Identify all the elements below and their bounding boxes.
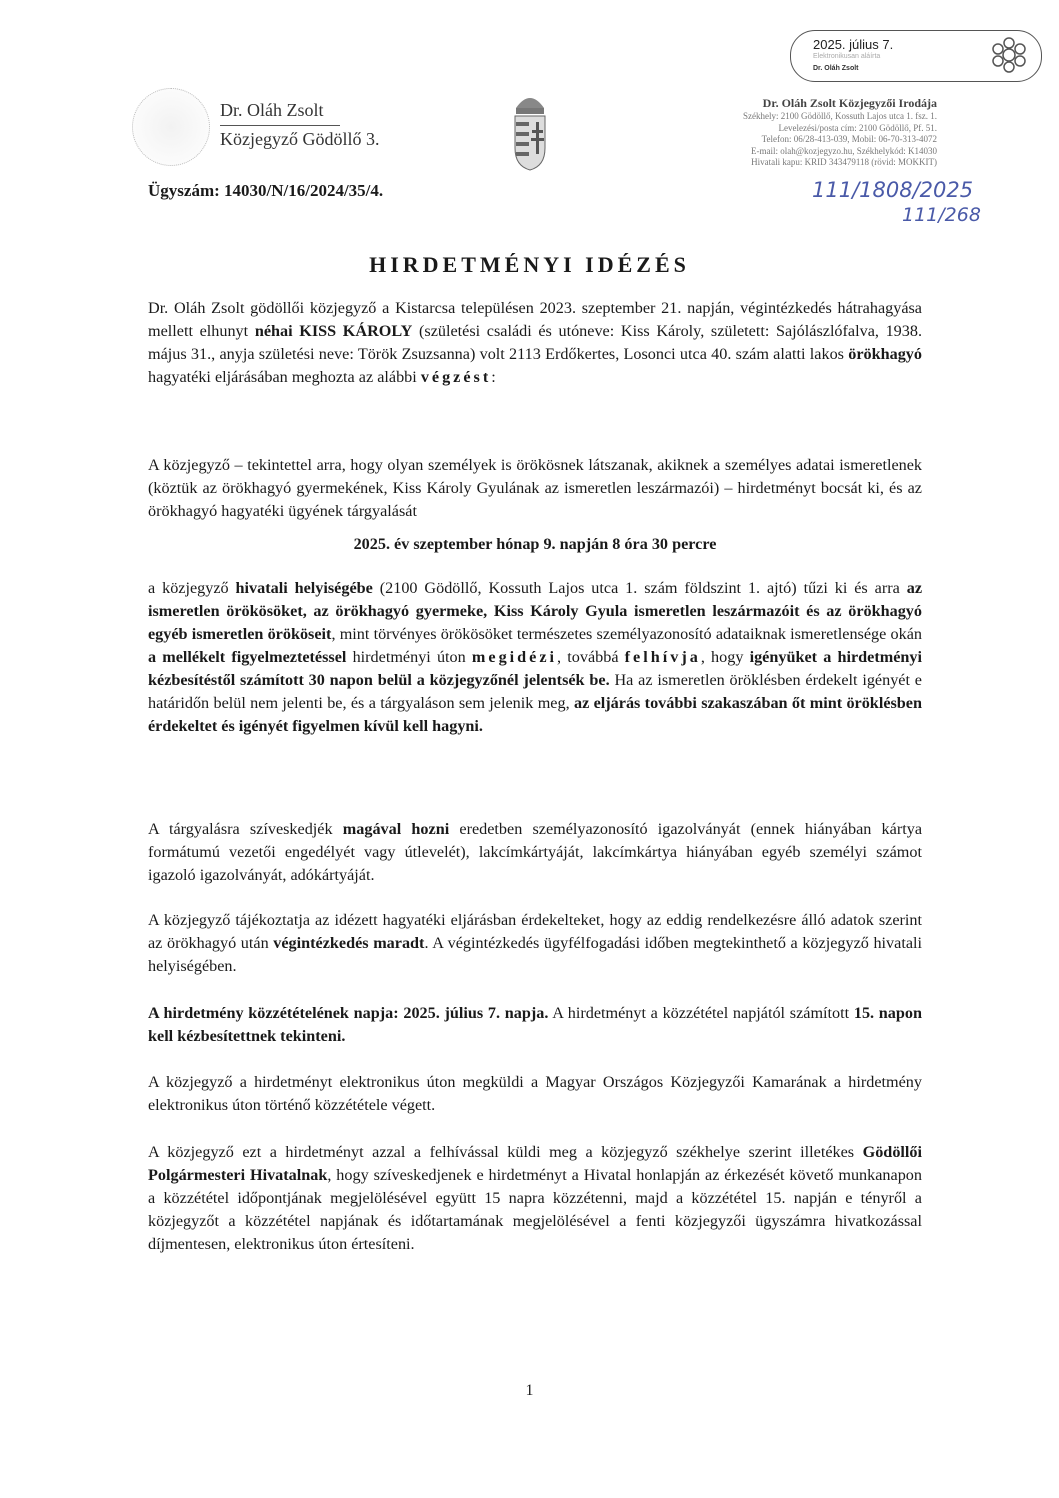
stamp-signed-label: Elektronikusan aláírta [813,53,881,60]
office-line: Telefon: 06/28-413-039, Mobil: 06-70-313-4072 [761,134,937,144]
text: eredetben személyazonosító igazolványát (ennek hiányában kártya formátumú vezetői engedélyét vagy útlevelét), lakcímkártyáját, lakcímkártya hiányában egyéb személyi számot igazoló igazolványát, adókártyáját. [148,820,922,884]
bold-text: az eljárás további szakaszában őt mint öröklésben érdekeltet és igényét figyelmen kívül kell hagyni. [148,694,922,735]
paragraph [148,577,922,738]
bold-text: a mellékelt figyelmeztetéssel [148,648,347,666]
text: , hogy [700,648,750,666]
text: A közjegyző – tekintettel arra, hogy olyan személyek is örökösnek látszanak, akiknek a személyes adatai ismeretlenek (köztük az örökhagyó gyermekének, Kiss Károly Gyulának az ismeretlen leszármazói) – hirdetményt bocsát ki, és az örökhagyó hagyatéki ügyének tárgyalását [148,456,922,520]
notary-seal-logo [132,88,210,166]
text: hagyatéki eljárásában meghozta az alábbi [148,368,421,386]
bold-text: az ismeretlen örökösöket, az örökhagyó gyermeke, Kiss Károly Gyula ismeretlen leszármazóit és az örökhagyó egyéb ismeretlen örököseit [148,579,922,643]
paragraph [148,1071,922,1117]
text: Dr. Oláh Zsolt gödöllői közjegyző a Kistarcsa településen 2023. szeptember 21. napján, végintézkedés hátrahagyása mellett elhunyt [148,299,922,340]
text: (születési családi és utóneve: Kiss Károly, született: Sajólászlófalva, 1938. május 31., anyja születési neve: Török Zsuzsanna) volt 2113 Erdőkertes, Losonci utca 40. szám alatti lakos [148,322,922,363]
bold-text: 2025. év szeptember hónap 9. napján 8 óra 30 percre [353,535,717,553]
office-line: Székhely: 2100 Gödöllő, Kossuth Lajos utca 1. fsz. 1. [743,111,937,121]
paragraph [148,297,922,389]
divider [220,125,340,126]
text: , mint törvényes örökösöket természetes személyazonosító adataiknak ismeretlensége okán [331,625,922,643]
stamp-signer: Dr. Oláh Zsolt [813,65,859,72]
office-title: Dr. Oláh Zsolt Közjegyzői Irodája [762,96,937,110]
notary-title: Közjegyző Gödöllő 3. [220,129,380,149]
bold-text: A hirdetmény közzétételének napja: 2025. július 7. napja. [148,1004,549,1022]
bold-text: Gödöllői Polgármesteri Hivatalnak [148,1143,922,1184]
hearing-date [148,533,922,556]
spaced-emphasis-text: felhívja [624,648,701,666]
text: a közjegyző [148,579,236,597]
bold-text: 15. napon kell kézbesítettnek tekinteni. [148,1004,922,1045]
text: A hirdetményt a közzététel napjától számított [548,1004,854,1022]
office-line: E-mail: olah@kozjegyzo.hu, Székhelykód: K14030 [751,145,937,156]
office-line: Hivatali kapu: KRID 343479118 (rövid: MOKKIT) [751,157,937,167]
document-title: HIRDETMÉNYI IDÉZÉS [369,252,690,277]
office-address-block [743,96,937,169]
stamp-date: 2025. július 7. [813,37,894,52]
handwritten-file-number: 111/268 [902,204,981,226]
coat-of-arms-icon [512,86,548,172]
paragraph [148,909,922,978]
text: A közjegyző a hirdetményt elektronikus úton megküldi a Magyar Országos Közjegyzői Kamarának a hirdetmény elektronikus úton történő közzététele végett. [148,1073,922,1114]
bold-text: igényüket a hirdetményi kézbesítéstől számított 30 napon belül a közjegyzőnél jelentsék be. [148,648,923,689]
text: . A végintézkedés ügyfélfogadási időben megtekinthető a közjegyző hivatali helyiségében. [148,934,922,975]
text: : [491,368,496,386]
text: A közjegyző tájékoztatja az idézett hagyatéki eljárásban érdekelteket, hogy az eddig rendelkezésre álló adatok szerint az örökhagyó után [148,911,922,952]
spaced-emphasis-text: végzést [420,368,492,386]
text: (2100 Gödöllő, Kossuth Lajos utca 1. szám földszint 1. ajtó) tűzi ki és arra [372,579,907,597]
text: , továbbá [557,648,625,666]
text: A közjegyző ezt a hirdetményt azzal a felhívással küldi meg a közjegyző székhelye szerint illetékes [148,1143,863,1161]
bold-text: hivatali helyiségébe [235,579,373,597]
notary-name: Dr. Oláh Zsolt [220,100,324,120]
bold-text: néhai KISS KÁROLY [254,322,413,340]
bold-text: magával hozni [342,820,450,838]
notary-chamber-logo-icon [989,35,1029,75]
paragraph [148,454,922,523]
text: , hogy szíveskedjenek e hirdetményt a Hivatal honlapján az érkezését követő munkanapon a közzététel időpontjának megjelölésével együtt 15 napra közzétenni, majd a közzététel 15. napján e tényről a közjegyzőt a közzététel napjának és időtartamának megjelölésével a fenti közjegyzői ügyszámra hivatkozással díjmentesen, elektronikus úton értesíteni. [148,1166,922,1253]
office-line: Levelezési/posta cím: 2100 Gödöllő, Pf. 51. [778,122,937,133]
electronic-signature-stamp [790,30,1042,82]
handwritten-registry-number: 111/1808/2025 [812,178,974,202]
case-number: Ügyszám: 14030/N/16/2024/35/4. [148,181,384,200]
page-number: 1 [525,1382,534,1399]
paragraph [148,818,922,887]
bold-text: örökhagyó [848,345,922,363]
bold-text: végintézkedés maradt [273,934,425,952]
text: hirdetményi úton [346,648,472,666]
text: Ha az ismeretlen öröklésben érdekelt igényét e határidőn belül nem jelenti be, és a tárgyaláson sem jelenik meg, [148,671,922,712]
text: A tárgyalásra szíveskedjék [148,820,343,838]
paragraph [148,1002,922,1048]
spaced-emphasis-text: megidézi [471,648,558,666]
paragraph [148,1141,922,1256]
